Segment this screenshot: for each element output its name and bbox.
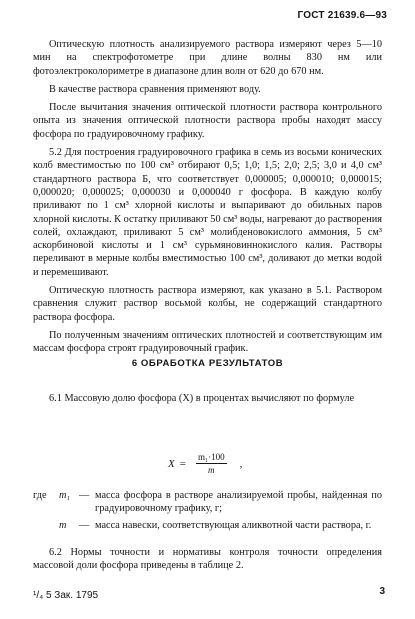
definition-lead: где	[33, 490, 47, 501]
definition-text: масса фосфора в растворе анализируемой пробы, найденная по градуировочному графику, г;	[95, 490, 382, 515]
definition-m1	[33, 489, 382, 516]
definition-dash: —	[79, 490, 90, 501]
formula-equals: =	[179, 457, 186, 470]
formula	[168, 452, 242, 475]
formula-denominator: m	[208, 465, 215, 475]
paragraph-5-2: 5.2 Для построения градуировочного графика в семь из восьми конических колб вместимостью по 100 см³ отбирают 0,5; 1,0; 1,5; 2,0; 2,5; 3,0 и 4,0 см³ стандартного раствора Б, что соответствует 0,000005; 0,000010; 0,000015; 0,000020; 0,000025; 0,000030 и 0,000040 г фосфора. В каждую колбу приливают по 1 см³ хлорной кислоты и выпаривают до обильных паров хлорной кислоты. К остатку приливают 50 см³ воды, нагревают до растворения солей, охлаждают, приливают 5 см³ молибденовокислого аммония, 5 см³ аскорбиновой кислоты и 1 см³ сурьмяновиннокислого калия. Растворы переливают в мерные колбы вместимостью 100 см³, доливают до метки водой и перемешивают.	[33, 147, 382, 278]
definition-symbol: m	[59, 519, 67, 531]
definition-text: масса навески, соответствующая аликвотной части раствора, г.	[95, 519, 372, 531]
body-text-6-1	[33, 392, 382, 410]
definition-dash: —	[79, 519, 90, 531]
definition-m	[33, 519, 382, 532]
formula-fraction	[196, 452, 227, 475]
body-text-6-2	[33, 546, 382, 578]
print-order-note: ¹/₄ 5 Зак. 1795	[33, 590, 99, 601]
body-text-top	[33, 38, 382, 361]
formula-numerator: m₁·100	[197, 452, 225, 462]
paragraph-measurement: Оптическую плотность анализируемого раствора измеряют через 5—10 мин на спектрофотометре при длине волны 830 нм или фотоэлектроколориметре в диапазоне длин волн от 620 до 670 нм.	[33, 39, 382, 77]
document-id: ГОСТ 21639.6—93	[297, 10, 387, 21]
formula-lhs: X	[168, 457, 175, 470]
paragraph-subtraction: После вычитания значения оптической плотности раствора контрольного опыта из значения оптической плотности раствора пробы находят массу фосфора по градуировочному графику.	[33, 102, 382, 140]
paragraph-6-1: 6.1 Массовую долю фосфора (X) в процентах вычисляют по формуле	[49, 393, 355, 404]
section-heading: 6 ОБРАБОТКА РЕЗУЛЬТАТОВ	[131, 358, 284, 369]
definition-symbol: m₁	[59, 490, 71, 501]
formula-comma: ,	[239, 457, 243, 470]
paragraph-graph: По полученным значениям оптических плотностей и соответствующим им массам фосфора строят градуировочный график.	[33, 329, 382, 355]
definition-lead	[33, 519, 59, 532]
paragraph-optical-density: Оптическую плотность раствора измеряют, как указано в 5.1. Раствором сравнения служит раствор восьмой колбы, не содержащий стандартного раствора фосфора.	[33, 285, 382, 323]
paragraph-reference-solution: В качестве раствора сравнения применяют воду.	[49, 83, 261, 95]
paragraph-6-2: 6.2 Нормы точности и нормативы контроля точности определения массовой доли фосфора приведены в таблице 2.	[33, 547, 382, 572]
page-number: 3	[379, 586, 385, 597]
formula-definitions	[33, 489, 382, 535]
